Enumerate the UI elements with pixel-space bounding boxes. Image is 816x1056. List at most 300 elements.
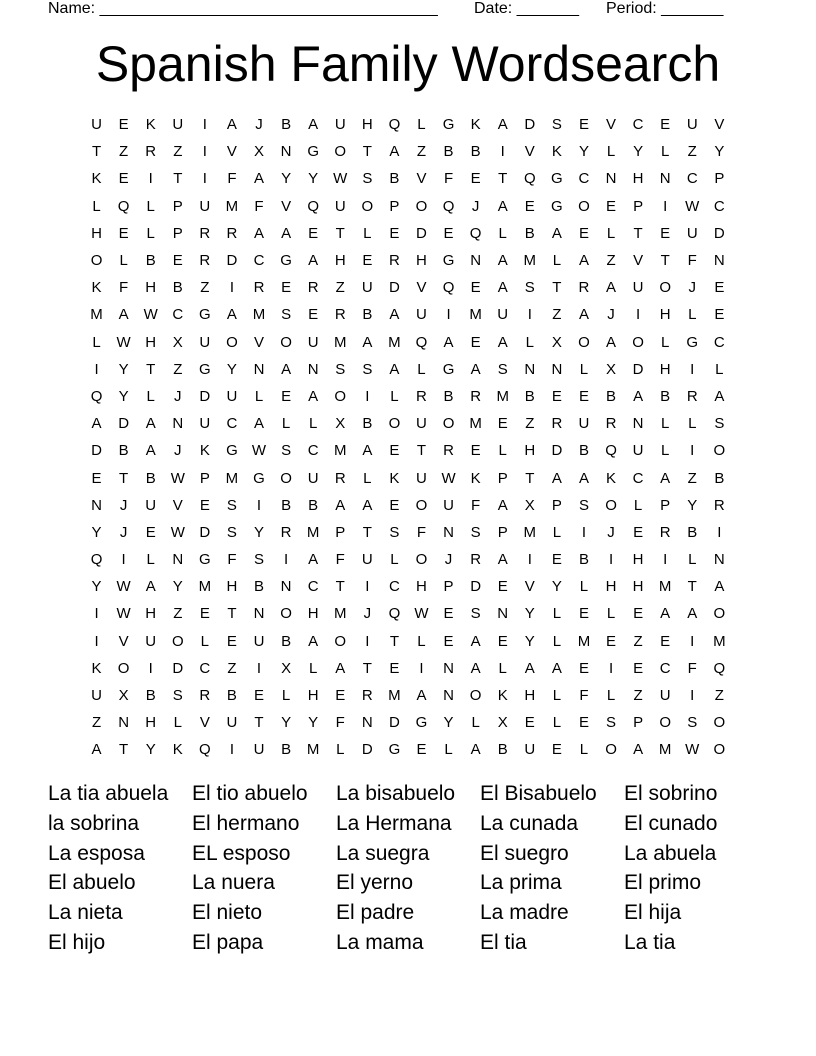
grid-letter[interactable]: A (335, 496, 346, 514)
grid-letter[interactable]: B (497, 741, 508, 759)
grid-letter[interactable]: H (659, 360, 671, 378)
grid-letter[interactable]: N (253, 360, 265, 378)
grid-letter[interactable]: S (281, 442, 292, 460)
grid-letter[interactable]: H (632, 578, 644, 596)
grid-letter[interactable]: C (172, 306, 184, 324)
grid-letter[interactable]: R (686, 387, 698, 405)
grid-letter[interactable]: S (389, 523, 400, 541)
grid-letter[interactable]: L (688, 551, 697, 569)
grid-letter[interactable]: R (307, 279, 319, 297)
grid-letter[interactable]: X (606, 360, 617, 378)
grid-letter[interactable]: P (443, 578, 454, 596)
grid-letter[interactable]: B (254, 578, 265, 596)
grid-letter[interactable]: P (497, 523, 508, 541)
grid-letter[interactable]: S (226, 496, 237, 514)
grid-letter[interactable]: O (117, 659, 130, 677)
grid-letter[interactable]: F (227, 170, 237, 188)
grid-letter[interactable]: U (199, 333, 211, 351)
grid-letter[interactable]: S (281, 306, 292, 324)
grid-letter[interactable]: A (91, 741, 102, 759)
grid-letter[interactable]: U (226, 387, 238, 405)
grid-letter[interactable]: N (632, 415, 644, 433)
grid-letter[interactable]: Y (443, 714, 454, 732)
grid-letter[interactable]: E (578, 714, 589, 732)
grid-letter[interactable]: A (551, 224, 562, 242)
grid-letter[interactable]: V (254, 333, 265, 351)
grid-letter[interactable]: L (688, 306, 697, 324)
grid-letter[interactable]: M (658, 741, 672, 759)
grid-letter[interactable]: U (416, 415, 427, 433)
grid-letter[interactable]: K (470, 469, 481, 487)
grid-letter[interactable]: F (119, 279, 129, 297)
grid-letter[interactable]: Z (552, 306, 562, 324)
grid-letter[interactable]: H (307, 605, 319, 623)
grid-letter[interactable]: M (388, 687, 401, 705)
date-field[interactable]: Date: _______ (474, 0, 579, 17)
grid-letter[interactable]: I (148, 170, 153, 188)
grid-letter[interactable]: L (661, 442, 670, 460)
grid-letter[interactable]: I (527, 551, 532, 569)
grid-letter[interactable]: B (308, 496, 319, 514)
grid-letter[interactable]: U (145, 496, 157, 514)
grid-letter[interactable]: B (281, 496, 292, 514)
grid-letter[interactable]: L (390, 387, 399, 405)
grid-letter[interactable]: Q (713, 659, 726, 677)
grid-letter[interactable]: B (578, 442, 589, 460)
grid-letter[interactable]: A (389, 360, 400, 378)
grid-letter[interactable]: E (308, 224, 319, 242)
grid-letter[interactable]: A (470, 632, 481, 650)
grid-letter[interactable]: M (469, 306, 482, 324)
grid-letter[interactable]: D (524, 116, 536, 134)
grid-letter[interactable]: W (685, 197, 700, 215)
grid-letter[interactable]: L (552, 252, 562, 270)
grid-letter[interactable]: L (146, 551, 155, 569)
grid-letter[interactable]: E (226, 632, 237, 650)
grid-letter[interactable]: U (172, 116, 184, 134)
grid-letter[interactable]: V (524, 578, 535, 596)
grid-letter[interactable]: L (308, 415, 318, 433)
grid-letter[interactable]: I (581, 523, 587, 541)
grid-letter[interactable]: N (361, 714, 373, 732)
grid-letter[interactable]: H (145, 333, 157, 351)
grid-letter[interactable]: N (524, 360, 536, 378)
grid-letter[interactable]: I (690, 360, 695, 378)
grid-letter[interactable]: E (389, 442, 400, 460)
grid-letter[interactable]: L (417, 360, 426, 378)
grid-letter[interactable]: Z (687, 143, 697, 161)
grid-letter[interactable]: A (497, 333, 508, 351)
grid-letter[interactable]: V (416, 170, 427, 188)
grid-letter[interactable]: N (443, 523, 454, 541)
grid-letter[interactable]: M (577, 632, 591, 650)
grid-letter[interactable]: T (498, 170, 508, 188)
grid-letter[interactable]: P (660, 496, 671, 514)
grid-letter[interactable]: M (333, 442, 347, 460)
grid-letter[interactable]: C (253, 252, 265, 270)
grid-letter[interactable]: R (416, 387, 427, 405)
grid-letter[interactable]: M (225, 469, 239, 487)
grid-letter[interactable]: E (578, 605, 589, 623)
grid-letter[interactable]: A (362, 496, 373, 514)
grid-letter[interactable]: U (253, 741, 265, 759)
grid-letter[interactable]: O (334, 143, 347, 161)
grid-letter[interactable]: I (229, 741, 235, 759)
grid-letter[interactable]: Y (118, 387, 129, 405)
grid-letter[interactable]: Q (90, 551, 103, 569)
grid-letter[interactable]: O (659, 279, 672, 297)
grid-letter[interactable]: N (280, 578, 292, 596)
grid-letter[interactable]: A (308, 387, 319, 405)
grid-letter[interactable]: G (388, 741, 401, 759)
grid-letter[interactable]: R (470, 387, 482, 405)
grid-letter[interactable]: D (713, 224, 725, 242)
grid-letter[interactable]: A (470, 360, 481, 378)
grid-letter[interactable]: L (606, 224, 616, 242)
grid-letter[interactable]: L (579, 741, 589, 759)
grid-letter[interactable]: O (280, 605, 292, 623)
grid-letter[interactable]: F (471, 496, 481, 514)
grid-letter[interactable]: E (470, 279, 481, 297)
grid-letter[interactable]: X (524, 496, 535, 514)
grid-letter[interactable]: D (551, 442, 563, 460)
grid-letter[interactable]: I (663, 197, 668, 215)
grid-letter[interactable]: E (660, 116, 671, 134)
grid-letter[interactable]: E (281, 279, 292, 297)
grid-letter[interactable]: O (469, 687, 482, 705)
grid-letter[interactable]: L (363, 469, 372, 487)
grid-letter[interactable]: Y (91, 578, 102, 596)
grid-letter[interactable]: E (118, 224, 129, 242)
grid-letter[interactable]: A (524, 659, 535, 677)
grid-letter[interactable]: L (552, 687, 562, 705)
grid-letter[interactable]: N (497, 605, 509, 623)
grid-letter[interactable]: U (686, 224, 698, 242)
grid-letter[interactable]: K (91, 170, 102, 188)
grid-letter[interactable]: H (145, 279, 157, 297)
grid-letter[interactable]: E (497, 578, 508, 596)
grid-letter[interactable]: E (551, 741, 562, 759)
grid-letter[interactable]: M (388, 333, 401, 351)
grid-letter[interactable]: U (145, 632, 157, 650)
grid-letter[interactable]: O (605, 741, 617, 759)
grid-letter[interactable]: X (254, 143, 265, 161)
grid-letter[interactable]: E (470, 442, 481, 460)
grid-letter[interactable]: Y (172, 578, 183, 596)
grid-letter[interactable]: D (388, 714, 400, 732)
grid-letter[interactable]: U (443, 496, 454, 514)
grid-letter[interactable]: C (713, 333, 725, 351)
grid-letter[interactable]: X (335, 415, 346, 433)
grid-letter[interactable]: E (254, 687, 265, 705)
grid-letter[interactable]: A (281, 360, 292, 378)
grid-letter[interactable]: Q (307, 197, 319, 215)
grid-letter[interactable]: L (633, 496, 643, 514)
grid-letter[interactable]: I (500, 143, 505, 161)
grid-letter[interactable]: S (362, 170, 373, 188)
grid-letter[interactable]: B (443, 143, 454, 161)
grid-letter[interactable]: D (199, 523, 211, 541)
grid-letter[interactable]: D (470, 578, 482, 596)
grid-letter[interactable]: T (335, 224, 345, 242)
grid-letter[interactable]: Z (200, 279, 210, 297)
grid-letter[interactable]: U (91, 116, 102, 134)
grid-letter[interactable]: A (551, 659, 562, 677)
grid-letter[interactable]: A (226, 306, 237, 324)
grid-letter[interactable]: V (226, 143, 237, 161)
grid-letter[interactable]: O (632, 333, 644, 351)
grid-letter[interactable]: E (443, 224, 454, 242)
grid-letter[interactable]: I (148, 659, 153, 677)
grid-letter[interactable]: E (91, 469, 102, 487)
grid-letter[interactable]: S (524, 279, 535, 297)
grid-letter[interactable]: G (199, 551, 211, 569)
grid-letter[interactable]: L (498, 224, 507, 242)
grid-letter[interactable]: B (524, 387, 535, 405)
grid-letter[interactable]: C (659, 659, 671, 677)
grid-letter[interactable]: Y (254, 523, 265, 541)
grid-letter[interactable]: L (606, 143, 616, 161)
grid-letter[interactable]: N (659, 170, 671, 188)
grid-letter[interactable]: M (496, 387, 509, 405)
grid-letter[interactable]: I (608, 659, 614, 677)
grid-letter[interactable]: L (417, 116, 426, 134)
grid-letter[interactable]: A (714, 578, 725, 596)
grid-letter[interactable]: E (714, 279, 725, 297)
grid-letter[interactable]: F (335, 551, 345, 569)
grid-letter[interactable]: R (145, 143, 157, 161)
grid-letter[interactable]: K (497, 687, 508, 705)
grid-letter[interactable]: O (659, 714, 672, 732)
grid-letter[interactable]: W (333, 170, 348, 188)
grid-letter[interactable]: E (606, 632, 617, 650)
grid-letter[interactable]: E (389, 659, 400, 677)
grid-letter[interactable]: H (145, 605, 157, 623)
grid-letter[interactable]: Q (415, 333, 428, 351)
grid-letter[interactable]: C (307, 442, 319, 460)
grid-letter[interactable]: E (578, 116, 589, 134)
grid-letter[interactable]: O (713, 442, 726, 460)
grid-letter[interactable]: J (444, 551, 453, 569)
grid-letter[interactable]: E (199, 605, 210, 623)
grid-letter[interactable]: Z (633, 632, 643, 650)
grid-letter[interactable]: K (389, 469, 400, 487)
grid-letter[interactable]: M (225, 197, 239, 215)
grid-letter[interactable]: H (91, 224, 102, 242)
grid-letter[interactable]: R (334, 469, 346, 487)
grid-letter[interactable]: L (92, 333, 101, 351)
grid-letter[interactable]: L (146, 387, 155, 405)
grid-letter[interactable]: L (146, 197, 155, 215)
grid-letter[interactable]: A (91, 415, 102, 433)
grid-letter[interactable]: X (281, 659, 292, 677)
grid-letter[interactable]: M (306, 523, 320, 541)
grid-letter[interactable]: L (661, 415, 670, 433)
grid-letter[interactable]: U (578, 415, 590, 433)
grid-letter[interactable]: U (307, 469, 319, 487)
grid-letter[interactable]: M (523, 523, 537, 541)
grid-letter[interactable]: H (632, 551, 644, 569)
grid-letter[interactable]: E (497, 632, 508, 650)
grid-letter[interactable]: C (226, 415, 238, 433)
grid-letter[interactable]: A (362, 442, 373, 460)
grid-letter[interactable]: W (116, 605, 131, 623)
grid-letter[interactable]: N (118, 714, 130, 732)
grid-letter[interactable]: I (419, 659, 424, 677)
grid-letter[interactable]: T (335, 578, 345, 596)
grid-letter[interactable]: M (198, 578, 212, 596)
grid-letter[interactable]: L (552, 714, 562, 732)
grid-letter[interactable]: Y (281, 170, 292, 188)
grid-letter[interactable]: W (414, 605, 429, 623)
grid-letter[interactable]: B (714, 469, 725, 487)
grid-letter[interactable]: L (336, 741, 345, 759)
grid-letter[interactable]: N (91, 496, 102, 514)
grid-letter[interactable]: R (551, 415, 563, 433)
grid-letter[interactable]: N (551, 360, 563, 378)
grid-letter[interactable]: A (497, 551, 508, 569)
grid-letter[interactable]: D (632, 360, 644, 378)
grid-letter[interactable]: Y (551, 578, 562, 596)
grid-letter[interactable]: L (471, 714, 480, 732)
grid-letter[interactable]: B (362, 415, 373, 433)
grid-letter[interactable]: L (254, 387, 264, 405)
grid-letter[interactable]: Q (442, 279, 455, 297)
grid-letter[interactable]: E (551, 387, 562, 405)
grid-letter[interactable]: X (172, 333, 183, 351)
grid-letter[interactable]: L (308, 659, 318, 677)
grid-letter[interactable]: D (118, 415, 130, 433)
grid-letter[interactable]: E (145, 523, 156, 541)
grid-letter[interactable]: P (389, 197, 400, 215)
grid-letter[interactable]: U (686, 116, 698, 134)
grid-letter[interactable]: L (417, 632, 426, 650)
grid-letter[interactable]: A (145, 578, 156, 596)
grid-letter[interactable]: V (118, 632, 129, 650)
grid-letter[interactable]: A (145, 415, 156, 433)
grid-letter[interactable]: E (335, 687, 346, 705)
grid-letter[interactable]: L (525, 333, 534, 351)
grid-letter[interactable]: B (145, 687, 156, 705)
grid-letter[interactable]: E (443, 605, 454, 623)
grid-letter[interactable]: U (524, 741, 536, 759)
grid-letter[interactable]: L (552, 632, 562, 650)
grid-letter[interactable]: J (174, 387, 182, 405)
grid-letter[interactable]: O (334, 387, 347, 405)
grid-letter[interactable]: B (362, 306, 373, 324)
grid-letter[interactable]: L (688, 415, 697, 433)
grid-letter[interactable]: A (389, 306, 400, 324)
grid-letter[interactable]: I (365, 387, 370, 405)
grid-letter[interactable]: R (226, 224, 238, 242)
grid-letter[interactable]: E (389, 224, 400, 242)
grid-letter[interactable]: S (578, 496, 589, 514)
grid-letter[interactable]: A (551, 469, 562, 487)
grid-letter[interactable]: I (229, 279, 235, 297)
grid-letter[interactable]: E (281, 387, 292, 405)
grid-letter[interactable]: K (606, 469, 617, 487)
grid-letter[interactable]: G (442, 252, 455, 270)
grid-letter[interactable]: A (308, 252, 319, 270)
grid-letter[interactable]: U (226, 714, 238, 732)
grid-letter[interactable]: I (202, 170, 207, 188)
grid-letter[interactable]: U (334, 197, 346, 215)
grid-letter[interactable]: E (660, 224, 671, 242)
grid-letter[interactable]: R (713, 496, 725, 514)
grid-letter[interactable]: Z (91, 714, 102, 732)
grid-letter[interactable]: B (660, 387, 671, 405)
grid-letter[interactable]: Z (525, 415, 535, 433)
grid-letter[interactable]: N (172, 551, 184, 569)
grid-letter[interactable]: D (416, 224, 427, 242)
grid-letter[interactable]: E (416, 741, 427, 759)
grid-letter[interactable]: N (172, 415, 184, 433)
grid-letter[interactable]: G (551, 197, 563, 215)
period-field[interactable]: Period: _______ (606, 0, 724, 17)
grid-letter[interactable]: H (605, 578, 617, 596)
grid-letter[interactable]: A (497, 197, 508, 215)
grid-letter[interactable]: S (606, 714, 617, 732)
grid-letter[interactable]: N (713, 551, 725, 569)
grid-letter[interactable]: T (362, 659, 372, 677)
grid-letter[interactable]: N (443, 659, 454, 677)
grid-letter[interactable]: P (199, 469, 210, 487)
grid-letter[interactable]: B (687, 523, 698, 541)
grid-letter[interactable]: I (636, 306, 641, 324)
grid-letter[interactable]: U (632, 279, 644, 297)
grid-letter[interactable]: F (416, 523, 427, 541)
grid-letter[interactable]: C (388, 578, 400, 596)
grid-letter[interactable]: Y (281, 714, 292, 732)
grid-letter[interactable]: K (470, 116, 481, 134)
grid-letter[interactable]: K (145, 116, 156, 134)
grid-letter[interactable]: P (172, 224, 183, 242)
grid-letter[interactable]: H (361, 116, 373, 134)
grid-letter[interactable]: E (118, 170, 129, 188)
grid-letter[interactable]: L (281, 415, 291, 433)
grid-letter[interactable]: N (470, 252, 482, 270)
grid-letter[interactable]: S (470, 523, 481, 541)
grid-letter[interactable]: O (578, 197, 590, 215)
grid-letter[interactable]: V (606, 116, 617, 134)
grid-letter[interactable]: O (415, 197, 428, 215)
grid-letter[interactable]: N (443, 687, 454, 705)
grid-letter[interactable]: I (527, 306, 532, 324)
grid-letter[interactable]: A (254, 415, 265, 433)
grid-letter[interactable]: D (172, 659, 184, 677)
grid-letter[interactable]: F (335, 714, 345, 732)
grid-letter[interactable]: C (632, 116, 644, 134)
grid-letter[interactable]: A (254, 170, 265, 188)
grid-letter[interactable]: X (118, 687, 129, 705)
grid-letter[interactable]: P (633, 197, 644, 215)
grid-letter[interactable]: O (442, 415, 455, 433)
grid-letter[interactable]: T (173, 170, 183, 188)
grid-letter[interactable]: E (470, 170, 481, 188)
grid-letter[interactable]: T (254, 714, 264, 732)
grid-letter[interactable]: I (690, 442, 695, 460)
grid-letter[interactable]: B (443, 387, 454, 405)
grid-letter[interactable]: W (251, 442, 267, 460)
grid-letter[interactable]: A (281, 224, 292, 242)
grid-letter[interactable]: D (199, 387, 211, 405)
grid-letter[interactable]: Q (90, 387, 103, 405)
grid-letter[interactable]: Z (227, 659, 237, 677)
grid-letter[interactable]: A (606, 279, 617, 297)
grid-letter[interactable]: Y (308, 714, 319, 732)
grid-letter[interactable]: Y (714, 143, 725, 161)
grid-letter[interactable]: I (94, 605, 99, 623)
